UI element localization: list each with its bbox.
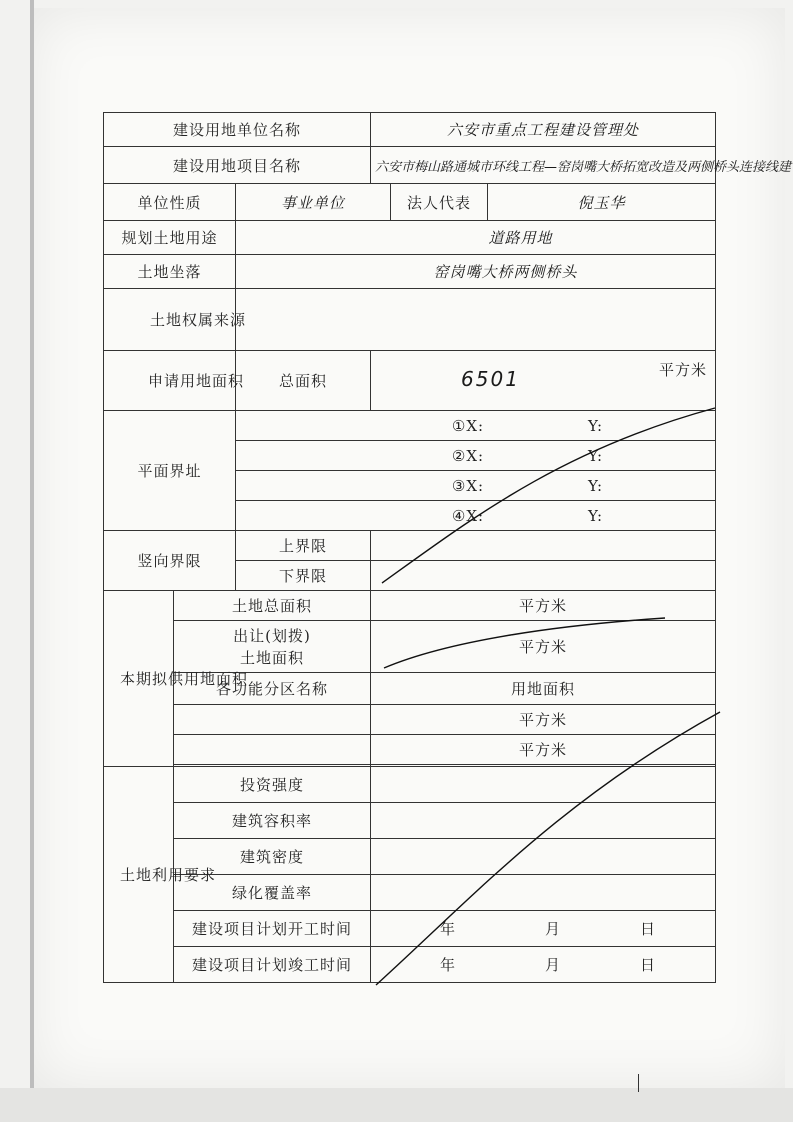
boundary-row-4 bbox=[236, 501, 716, 531]
far-value bbox=[371, 803, 716, 839]
legal-rep-label: 法人代表 bbox=[391, 184, 488, 221]
density-value bbox=[371, 839, 716, 875]
boundary-x-label: ④X: bbox=[451, 506, 485, 525]
end-day: 日 bbox=[640, 956, 657, 974]
unit-name-label: 建设用地单位名称 bbox=[104, 113, 371, 147]
supply-area-label: 本期拟供用地面积 bbox=[104, 591, 174, 767]
boundary-y-label: Y: bbox=[587, 506, 604, 525]
land-use-form-table bbox=[103, 112, 792, 983]
boundary-x-label: ②X: bbox=[451, 446, 485, 465]
end-time-value bbox=[371, 947, 716, 983]
transfer-area-unit: 平方米 bbox=[371, 621, 716, 673]
boundary-row-1 bbox=[236, 411, 716, 441]
start-time-value bbox=[371, 911, 716, 947]
planned-use-value: 道路用地 bbox=[236, 221, 716, 255]
plane-boundary-label: 平面界址 bbox=[104, 411, 236, 531]
boundary-x-label: ③X: bbox=[451, 476, 485, 495]
vertical-boundary-label: 竖向界限 bbox=[104, 531, 236, 591]
transfer-area-label-line1: 出让(划拨) bbox=[233, 626, 311, 645]
upper-limit-label: 上界限 bbox=[236, 531, 371, 561]
start-year: 年 bbox=[440, 920, 457, 938]
legal-rep-value: 倪玉华 bbox=[488, 184, 716, 221]
zone-area-unit: 平方米 bbox=[371, 735, 716, 765]
end-year: 年 bbox=[440, 956, 457, 974]
boundary-y-label: Y: bbox=[587, 416, 604, 435]
investment-value bbox=[371, 767, 716, 803]
far-label: 建筑容积率 bbox=[174, 803, 371, 839]
unit-nature-value: 事业单位 bbox=[236, 184, 391, 221]
start-day: 日 bbox=[640, 920, 657, 938]
total-area-cell bbox=[371, 351, 716, 411]
transfer-area-label bbox=[174, 621, 371, 673]
boundary-y-label: Y: bbox=[587, 446, 604, 465]
lower-limit-value bbox=[371, 561, 716, 591]
end-month: 月 bbox=[545, 956, 562, 974]
location-value: 窑岗嘴大桥两侧桥头 bbox=[236, 255, 716, 289]
page-mark bbox=[638, 1074, 639, 1092]
zone-area-unit: 平方米 bbox=[371, 705, 716, 735]
land-total-area-label: 土地总面积 bbox=[174, 591, 371, 621]
location-label: 土地坐落 bbox=[104, 255, 236, 289]
page-bottom-edge bbox=[0, 1088, 793, 1122]
planned-use-label: 规划土地用途 bbox=[104, 221, 236, 255]
boundary-row-2 bbox=[236, 441, 716, 471]
zone-name-cell bbox=[174, 705, 371, 735]
transfer-area-label-line2: 土地面积 bbox=[240, 648, 305, 667]
total-area-label: 总面积 bbox=[236, 351, 371, 411]
ownership-value bbox=[236, 289, 716, 351]
unit-name-value: 六安市重点工程建设管理处 bbox=[371, 113, 716, 147]
project-name-label: 建设用地项目名称 bbox=[104, 147, 371, 184]
boundary-row-3 bbox=[236, 471, 716, 501]
land-total-area-unit: 平方米 bbox=[371, 591, 716, 621]
upper-limit-value bbox=[371, 531, 716, 561]
density-label: 建筑密度 bbox=[174, 839, 371, 875]
unit-nature-label: 单位性质 bbox=[104, 184, 236, 221]
land-area-label: 用地面积 bbox=[371, 673, 716, 705]
start-month: 月 bbox=[545, 920, 562, 938]
lower-limit-label: 下界限 bbox=[236, 561, 371, 591]
zone-name-label: 各功能分区名称 bbox=[174, 673, 371, 705]
project-name-value: 六安市梅山路通城市环线工程—窑岗嘴大桥拓宽改造及两侧桥头连接线建 bbox=[371, 147, 716, 184]
green-value bbox=[371, 875, 716, 911]
zone-name-cell bbox=[174, 735, 371, 765]
boundary-x-label: ①X: bbox=[451, 416, 485, 435]
green-label: 绿化覆盖率 bbox=[174, 875, 371, 911]
land-use-req-label: 土地利用要求 bbox=[104, 767, 174, 983]
ownership-label: 土地权属来源 bbox=[104, 289, 236, 351]
page-fold bbox=[30, 0, 34, 1090]
total-area-unit: 平方米 bbox=[659, 361, 708, 379]
end-time-label: 建设项目计划竣工时间 bbox=[174, 947, 371, 983]
start-time-label: 建设项目计划开工时间 bbox=[174, 911, 371, 947]
boundary-y-label: Y: bbox=[587, 476, 604, 495]
investment-label: 投资强度 bbox=[174, 767, 371, 803]
total-area-value: 6501 bbox=[461, 367, 520, 391]
apply-area-label: 申请用地面积 bbox=[104, 351, 236, 411]
